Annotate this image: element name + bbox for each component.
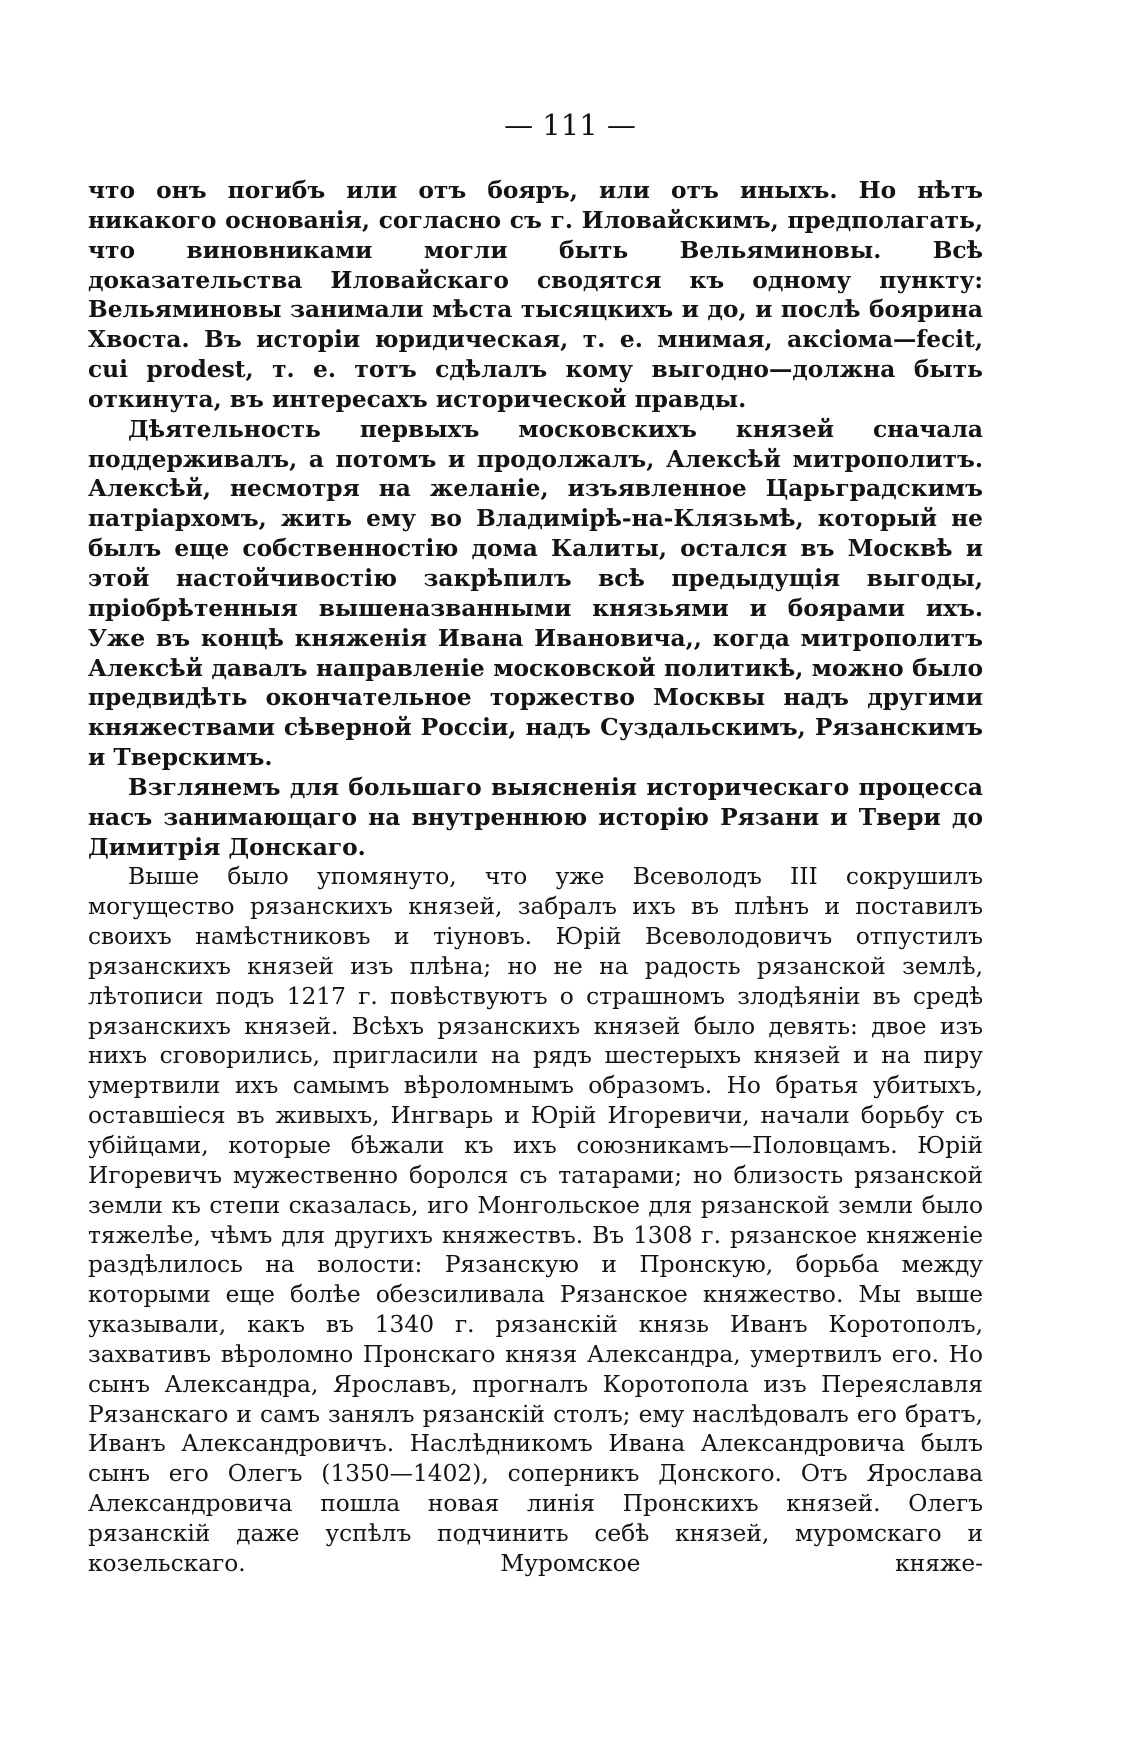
paragraph-3: Взглянемъ для большаго выясненія историческаго процесса насъ занимающаго на внутреннюю исторію Рязани и Твери до Димитрія Донскаго. [88, 773, 983, 861]
paragraph-2: Дѣятельность первыхъ московскихъ князей сначала поддерживалъ, а потомъ и продолжалъ, Алексѣй митрополитъ. Алексѣй, несмотря на желаніе, изъявленное Царьградскимъ патріархомъ, жить ему во Владимірѣ-на-Клязьмѣ, который не былъ еще собственностію дома Калиты, остался въ Москвѣ и этой настойчивостію закрѣпилъ всѣ предыдущія выгоды, пріобрѣтенныя вышеназванными князьями и боярами ихъ. Уже въ концѣ княженія Ивана Ивановича,, когда митрополитъ Алексѣй давалъ направленіе московской политикѣ, можно было предвидѣть окончательное торжество Москвы надъ другими княжествами сѣверной Россіи, надъ Суздальскимъ, Рязанскимъ и Тверскимъ. [88, 415, 983, 772]
paragraph-4: Выше было упомянуто, что уже Всеволодъ III сокрушилъ могущество рязанскихъ князей, забралъ ихъ въ плѣнъ и поставилъ своихъ намѣстниковъ и тіуновъ. Юрій Всеволодовичъ отпустилъ рязанскихъ князей изъ плѣна; но не на радость рязанской землѣ, лѣтописи подъ 1217 г. повѣствуютъ о страшномъ злодѣяніи въ средѣ рязанскихъ князей. Всѣхъ рязанскихъ князей было девять: двое изъ нихъ сговорились, пригласили на рядъ шестерыхъ князей и на пиру умертвили ихъ самымъ вѣроломнымъ образомъ. Но братья убитыхъ, оставшіеся въ живыхъ, Ингварь и Юрій Игоревичи, начали борьбу съ убійцами, которые бѣжали къ ихъ союзникамъ—Половцамъ. Юрій Игоревичъ мужественно боролся съ татарами; но близость рязанской земли къ степи сказалась, иго Монгольское для рязанской земли было тяжелѣе, чѣмъ для другихъ княжествъ. Въ 1308 г. рязанское княженіе раздѣлилось на волости: Рязанскую и Пронскую, борьба между которыми еще болѣе обезсиливала Рязанское княжество. Мы выше указывали, какъ въ 1340 г. рязанскій князь Иванъ Коротополъ, захвативъ вѣроломно Пронскаго князя Александра, умертвилъ его. Но сынъ Александра, Ярославъ, прогналъ Коротопола изъ Переяславля Рязанскаго и самъ занялъ рязанскій столъ; ему наслѣдовалъ его братъ, Иванъ Александровичъ. Наслѣдникомъ Ивана Александровича былъ сынъ его Олегъ (1350—1402), соперникъ Донского. Отъ Ярослава Александровича пошла новая линія Пронскихъ князей. Олегъ рязанскій даже успѣлъ подчинить себѣ князей, муромскаго и козельскаго. Муромское княже- [88, 863, 983, 1577]
body-text [88, 176, 983, 1579]
paragraph-1: что онъ погибъ или отъ бояръ, или отъ иныхъ. Но нѣтъ никакого основанія, согласно съ г. Иловайскимъ, предполагать, что виновниками могли быть Вельяминовы. Всѣ доказательства Иловайскаго сводятся къ одному пункту: Вельяминовы занимали мѣста тысяцкихъ и до, и послѣ боярина Хвоста. Въ исторіи юридическая, т. е. мнимая, аксіома—fecit, cui prodest, т. е. тотъ сдѣлалъ кому выгодно—должна быть откинута, въ интересахъ исторической правды. [88, 177, 983, 413]
page-number: — 111 — [504, 108, 636, 142]
